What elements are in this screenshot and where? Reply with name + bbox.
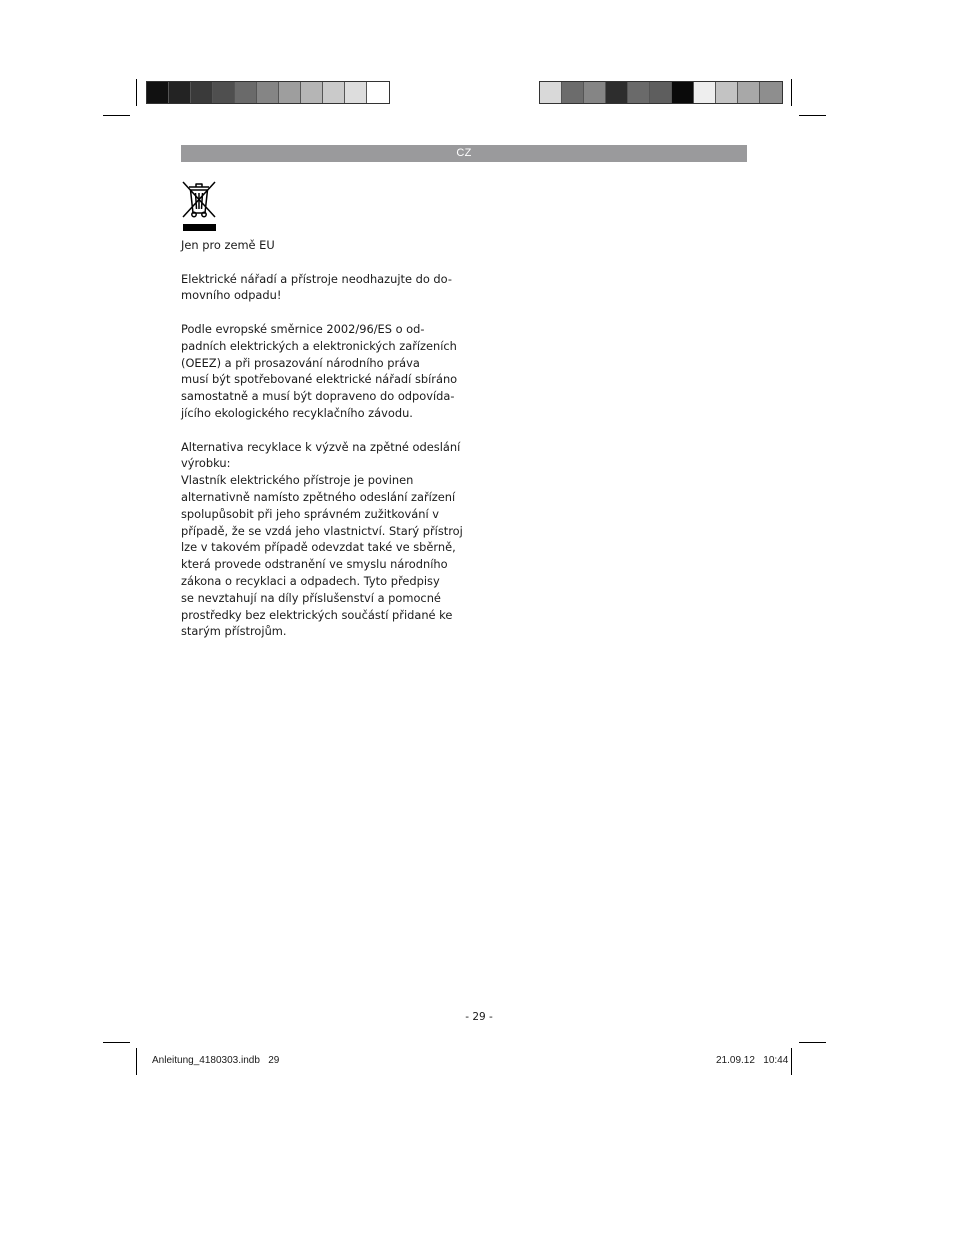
color-swatch (562, 82, 584, 103)
text-line: která provede odstranění ve smyslu národního (181, 557, 448, 572)
crop-mark-bottom-right-horizontal (799, 1042, 826, 1043)
crop-mark-bottom-left-vertical (136, 1048, 137, 1075)
crop-mark-top-left-horizontal (103, 115, 130, 116)
crop-mark-bottom-right-vertical (791, 1048, 792, 1075)
text-line: movního odpadu! (181, 288, 282, 303)
household-waste-warning (181, 271, 456, 305)
crop-mark-top-left-vertical (136, 79, 137, 106)
text-line: starým přístrojům. (181, 624, 287, 639)
eu-directive-paragraph (181, 321, 456, 422)
color-swatch (606, 82, 628, 103)
color-swatch (628, 82, 650, 103)
crop-mark-top-right-vertical (791, 79, 792, 106)
color-swatch (650, 82, 672, 103)
color-swatch (257, 82, 279, 103)
text-line: zákona o recyklaci a odpadech. Tyto předpisy (181, 573, 440, 588)
page-number (0, 1011, 954, 1023)
language-header-bar (181, 145, 747, 162)
text-line: výrobku: (181, 456, 231, 471)
text-line: lze v takovém případě odevzdat také ve sběrně, (181, 540, 456, 555)
page-number-text: - 29 - (465, 1011, 493, 1023)
color-swatch (213, 82, 235, 103)
crop-mark-top-right-horizontal (799, 115, 826, 116)
text-line: samostatně a musí být dopraveno do odpovída- (181, 389, 455, 404)
color-swatch (367, 82, 389, 103)
crop-mark-bottom-left-horizontal (103, 1042, 130, 1043)
color-swatch (169, 82, 191, 103)
text-line: případě, že se vzdá jeho vlastnictví. Starý přístroj (181, 523, 463, 538)
color-swatch (323, 82, 345, 103)
text-line: alternativně namísto zpětného odeslání zařízení (181, 489, 456, 504)
text-line: se nevztahují na díly příslušenství a pomocné (181, 590, 441, 605)
text-line: jícího ekologického recyklačního závodu. (181, 405, 413, 420)
text-line: Vlastník elektrického přístroje je povinen (181, 473, 414, 488)
language-code: CZ (456, 147, 472, 159)
color-swatch (540, 82, 562, 103)
color-swatch (147, 82, 169, 103)
color-swatch (301, 82, 323, 103)
color-swatch (345, 82, 367, 103)
text-line: Alternativa recyklace k výzvě na zpětné odeslání (181, 439, 461, 454)
text-line: spolupůsobit při jeho správném zužitkování v (181, 506, 439, 521)
color-swatch (716, 82, 738, 103)
color-swatch (191, 82, 213, 103)
text-line: musí být spotřebované elektrické nářadí sbíráno (181, 372, 458, 387)
color-calibration-bar-left (146, 81, 390, 104)
print-file-name: Anleitung_4180303.indb 29 (152, 1055, 280, 1066)
text-line: Elektrické nářadí a přístroje neodhazujte do do- (181, 271, 452, 286)
color-calibration-bar-right (539, 81, 783, 104)
color-swatch (760, 82, 782, 103)
text-line: (OEEZ) a při prosazování národního práva (181, 355, 420, 370)
text-line: Jen pro země EU (181, 238, 275, 252)
color-swatch (738, 82, 760, 103)
recycling-notice (181, 237, 463, 657)
color-swatch (279, 82, 301, 103)
recycling-alternative-paragraph (181, 439, 463, 641)
text-line: padních elektrických a elektronických zařízeních (181, 338, 457, 353)
crossed-out-wheelie-bin-icon (180, 179, 218, 235)
color-swatch (672, 82, 694, 103)
eu-only-note (181, 237, 456, 254)
print-datetime: 21.09.12 10:44 (716, 1055, 789, 1066)
text-line: Podle evropské směrnice 2002/96/ES o od- (181, 321, 425, 336)
text-line: prostředky bez elektrických součástí přidané ke (181, 607, 453, 622)
color-swatch (694, 82, 716, 103)
color-swatch (584, 82, 606, 103)
color-swatch (235, 82, 257, 103)
